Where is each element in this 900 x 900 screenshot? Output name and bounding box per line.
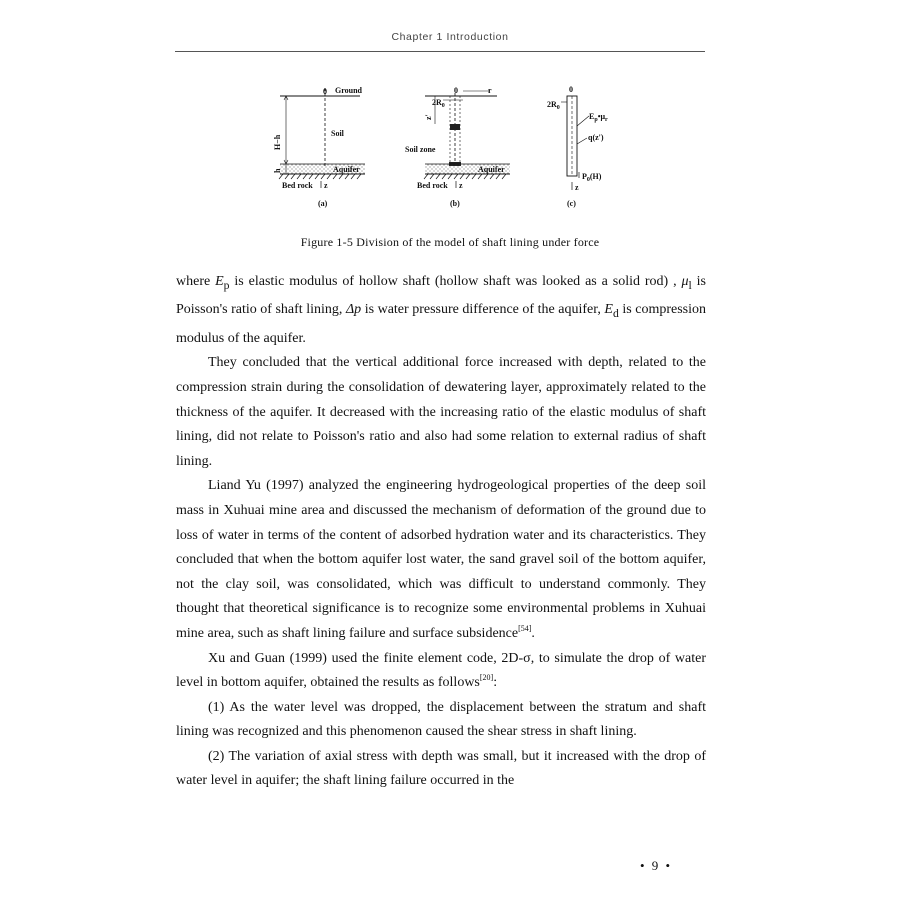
page-number: • 9 • bbox=[640, 858, 673, 873]
a-bedrock-hatch bbox=[279, 174, 361, 179]
figure-1-5 bbox=[265, 78, 635, 218]
a-h-label: h bbox=[273, 168, 282, 173]
a-subcaption: (a) bbox=[318, 199, 328, 208]
c-zero-label: 0 bbox=[569, 85, 573, 94]
b-r-label: r bbox=[488, 86, 492, 95]
b-z-label: z bbox=[459, 181, 463, 190]
body-text bbox=[176, 270, 706, 794]
panel-b bbox=[405, 86, 510, 208]
a-aquifer-label: Aquifer bbox=[333, 165, 360, 174]
b-bedrock-label: Bed rock bbox=[417, 181, 448, 190]
header-rule bbox=[175, 51, 705, 52]
a-z-label: z bbox=[324, 181, 328, 190]
b-bedrock-hatch bbox=[424, 174, 506, 179]
b-aquifer-label: Aquifer bbox=[478, 165, 505, 174]
a-ground-label: Ground bbox=[335, 86, 362, 95]
citation-20: [20] bbox=[479, 673, 494, 683]
citation-54: [54] bbox=[518, 623, 532, 633]
b-element-1 bbox=[450, 124, 460, 130]
paragraph-3: Liand Yu (1997) analyzed the engineering hydrogeological properties of the deep soil mass in Xuhuai mine area and discussed the mechanism of deformation of the ground due to loss of water in terms of the content of adsorbed hydration water and its characteristics. They concluded that when the bottom aquifer lost water, the sand gravel soil of the bottom aquifer, not the clay soil, was consolidated, which was difficult to understand commonly. They thought that theoretical significance is to recognize some environmental problems in Xuhuai mine area, such as shaft lining failure and surface subsidence[54]. bbox=[176, 478, 706, 641]
b-subcaption: (b) bbox=[450, 199, 460, 208]
c-ep-leader bbox=[577, 116, 589, 126]
figure-caption: Figure 1-5 Division of the model of shaft lining under force bbox=[300, 235, 600, 249]
running-head: Chapter 1 Introduction bbox=[391, 31, 509, 43]
paragraph-2: They concluded that the vertical additional force increased with depth, related to the compression strain during the consolidation of dewatering layer, approximately related to the thickness of the aquifer. It decreased with the increasing ratio of the elastic modulus of shaft lining, did not relate to Poisson's ratio and also had some relation to external radius of shaft lining. bbox=[176, 355, 706, 469]
a-bedrock-label: Bed rock bbox=[282, 181, 313, 190]
c-z-label: z bbox=[575, 183, 579, 192]
a-soil-label: Soil bbox=[331, 129, 344, 138]
panel-a bbox=[273, 86, 365, 208]
panel-c bbox=[547, 85, 608, 208]
c-q-leader bbox=[577, 138, 587, 144]
b-zprime-label: z' bbox=[424, 114, 433, 120]
paragraph-4: Xu and Guan (1999) used the finite element code, 2D-σ, to simulate the drop of water level in bottom aquifer, obtained the results as follows[20]: bbox=[176, 650, 706, 691]
paragraph-5: (1) As the water level was dropped, the displacement between the stratum and shaft lining was recognized and this phenomenon caused the shear stress in shaft lining. bbox=[176, 699, 706, 740]
paragraph-6: (2) The variation of axial stress with depth was small, but it increased with the drop of water level in aquifer; the shaft lining failure occurred in the bbox=[176, 748, 706, 789]
paragraph-1: where $E_p$ is elastic modulus of hollow shaft (hollow shaft was looked as a solid rod) , $\mu_l$ is Poisson's ratio of shaft lining, Δp is water pressure difference of the aquifer, $E_d$ is compression modulus of the aquifer. bbox=[176, 274, 706, 346]
c-subcaption: (c) bbox=[567, 199, 576, 208]
b-2r0-label: $2R_0$ bbox=[432, 98, 445, 109]
a-zero-label: 0 bbox=[323, 87, 327, 96]
a-hh-label: H−h bbox=[273, 134, 282, 150]
c-q-label: q(z') bbox=[588, 133, 604, 142]
c-ep-label: $E_p•\mu_r$ bbox=[589, 112, 608, 123]
c-p-label: $P_0(H)$ bbox=[582, 172, 602, 183]
b-zero-label: 0 bbox=[454, 86, 458, 95]
b-soil-zone-label: Soil zone bbox=[405, 145, 436, 154]
c-2r0-label: $2R_0$ bbox=[547, 100, 560, 111]
figure-diagram bbox=[265, 78, 635, 218]
